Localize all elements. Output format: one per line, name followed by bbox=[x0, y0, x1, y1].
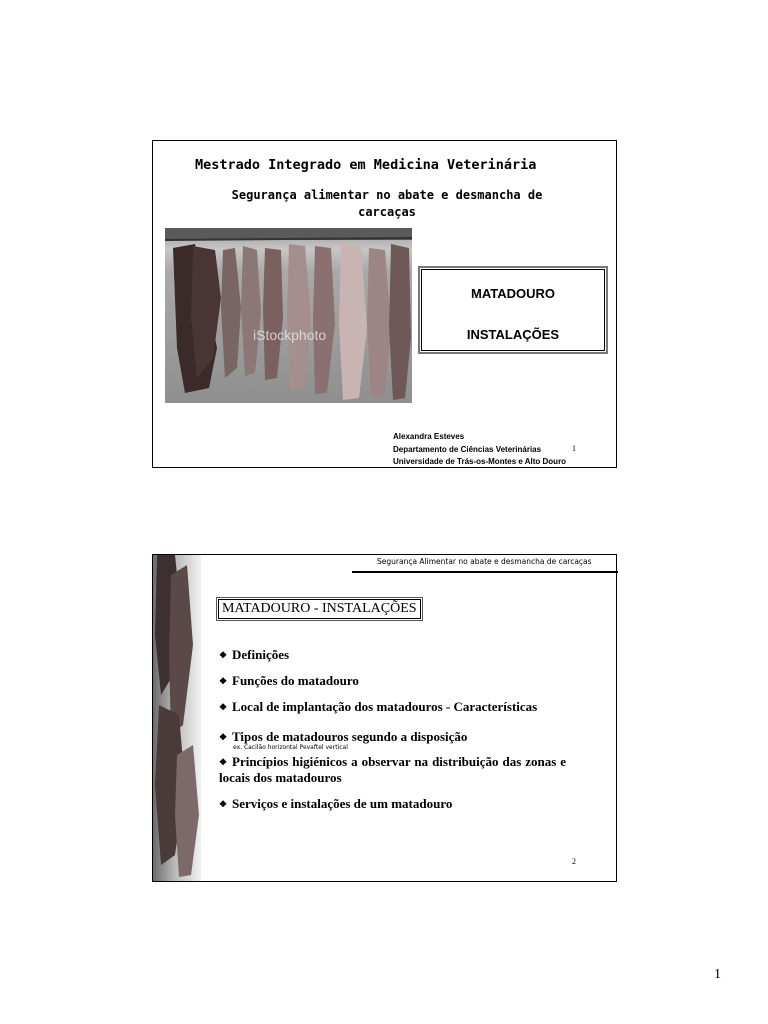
carcass-photo bbox=[165, 228, 412, 403]
slide-number: 1 bbox=[572, 444, 576, 453]
diamond-bullet-icon: ❖ bbox=[219, 732, 228, 742]
header-rule bbox=[352, 571, 618, 573]
bullet-item: ❖ Serviços e instalações de um matadouro bbox=[219, 796, 453, 811]
bullet-sub-note: ex. Cacilão horizontal Pevaftel vertical bbox=[233, 744, 348, 751]
diamond-bullet-icon: ❖ bbox=[219, 650, 228, 660]
bullet-item: ❖ Princípios higiénicos a observar na distribuição das zonas e locais dos matadouros bbox=[219, 754, 566, 785]
bullet-item: ❖ Local de implantação dos matadouros - Características bbox=[219, 699, 538, 714]
slide-title: MATADOURO - INSTALAÇÕES bbox=[216, 597, 423, 621]
author-name: Alexandra Esteves bbox=[393, 432, 465, 441]
course-subtitle: Segurança alimentar no abate e desmancha de carcaças bbox=[231, 188, 543, 219]
department-name: Departamento de Ciências Veterinárias bbox=[393, 444, 542, 454]
slide-number: 2 bbox=[572, 857, 576, 866]
diamond-bullet-icon: ❖ bbox=[219, 702, 228, 712]
diamond-bullet-icon: ❖ bbox=[219, 799, 228, 809]
diamond-bullet-icon: ❖ bbox=[219, 757, 228, 767]
slide-2 bbox=[152, 554, 617, 882]
decorative-photo-strip bbox=[153, 555, 201, 881]
topic-line-2: INSTALAÇÕES bbox=[466, 327, 560, 342]
page-number: 1 bbox=[714, 967, 721, 982]
bullet-item: ❖ Definições bbox=[219, 647, 290, 662]
bullet-item: ❖ Funções do matadouro bbox=[219, 673, 359, 688]
running-header: Segurança Alimentar no abate e desmancha de carcaças bbox=[377, 557, 592, 566]
diamond-bullet-icon: ❖ bbox=[219, 676, 228, 686]
university-name: Universidade de Trás-os-Montes e Alto Douro bbox=[393, 457, 567, 466]
course-title: Mestrado Integrado em Medicina Veterinária bbox=[195, 157, 537, 173]
svg-text:iStockphoto: iStockphoto bbox=[253, 327, 327, 343]
topic-line-1: MATADOURO bbox=[470, 286, 555, 301]
author-block bbox=[393, 431, 566, 469]
bullet-item: ❖ Tipos de matadouros segundo a disposição bbox=[219, 729, 468, 744]
topic-box bbox=[418, 266, 608, 354]
slide-1 bbox=[152, 140, 617, 468]
